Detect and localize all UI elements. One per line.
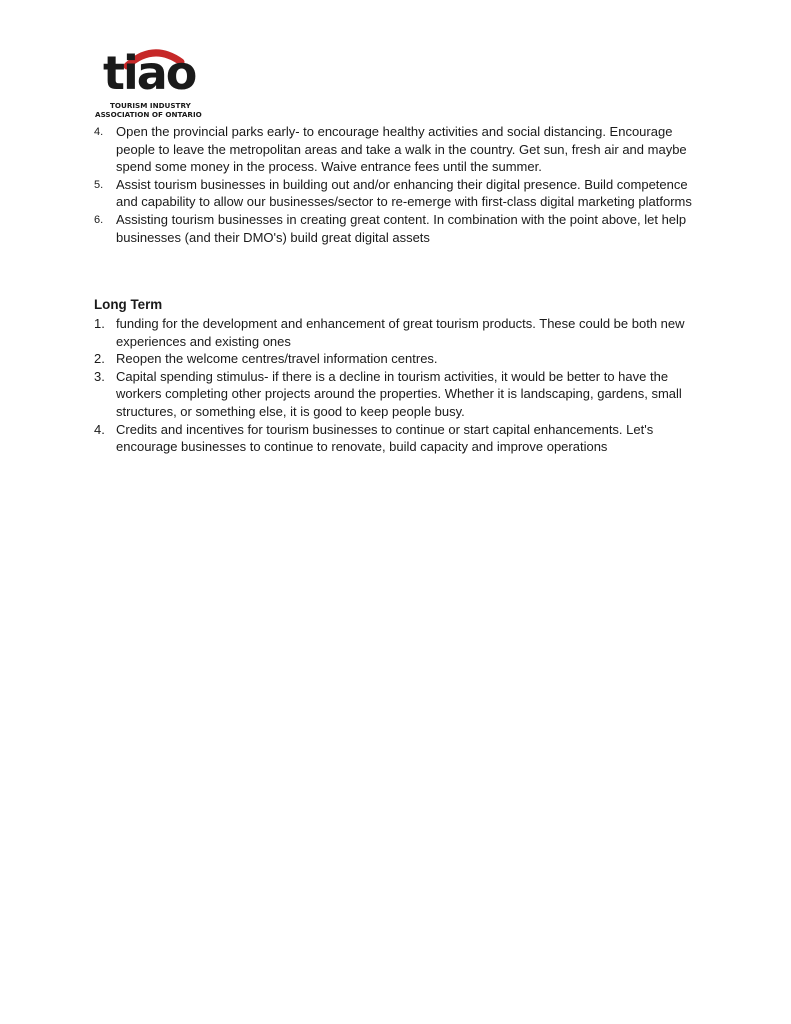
list-item [94, 421, 694, 456]
list-item [94, 315, 694, 350]
tiao-logo [95, 44, 225, 122]
logo-subtitle-line1: TOURISM INDUSTRY [110, 101, 191, 110]
list-item-text: Assisting tourism businesses in creating great content. In combination with the point above, let help businesses (and their DMO's) build great digital assets [116, 211, 687, 245]
list-item-text: Assist tourism businesses in building out and/or enhancing their digital presence. Build competence and capability to allow our businesses/sector to re-emerge with first-class digital marketing platforms [116, 176, 692, 210]
list-item-text: Credits and incentives for tourism businesses to continue or start capital enhancements. Let's encourage businesses to continue to renovate, build capacity and improve operations [116, 421, 654, 455]
logo-subtitle-line2: ASSOCIATION OF ONTARIO [95, 110, 202, 119]
short-term-list [94, 123, 694, 246]
list-item-text: Reopen the welcome centres/travel information centres. [116, 351, 438, 367]
list-item-text: funding for the development and enhancement of great tourism products. These could be both new experiences and existing ones [116, 316, 685, 349]
list-item-text: Capital spending stimulus- if there is a decline in tourism activities, it would be better to have the workers completing other projects around the properties. Whether it is landscaping, gardens, small structures, or something else, it is good to keep people busy. [116, 368, 682, 419]
list-item-number: 4. [94, 421, 105, 437]
list-item [94, 123, 694, 176]
list-item-number: 1. [94, 316, 105, 331]
logo-wordmark: tiao [103, 46, 196, 100]
list-item-number: 5. [94, 178, 104, 191]
long-term-list [94, 315, 694, 456]
list-item-text: Open the provincial parks early- to encourage healthy activities and social distancing. Encourage people to leave the metropolitan areas and take a walk in the country. Get sun, fresh air and maybe spend some money in the process. Waive entrance fees until the summer. [116, 124, 687, 175]
long-term-heading: Long Term [94, 297, 163, 312]
list-item [94, 350, 694, 368]
list-item [94, 176, 694, 211]
list-item-number: 3. [94, 368, 105, 384]
list-item [94, 211, 694, 246]
list-item-number: 6. [94, 213, 104, 226]
list-item [94, 368, 694, 421]
list-item-number: 2. [94, 351, 105, 367]
list-item-number: 4. [94, 126, 104, 138]
